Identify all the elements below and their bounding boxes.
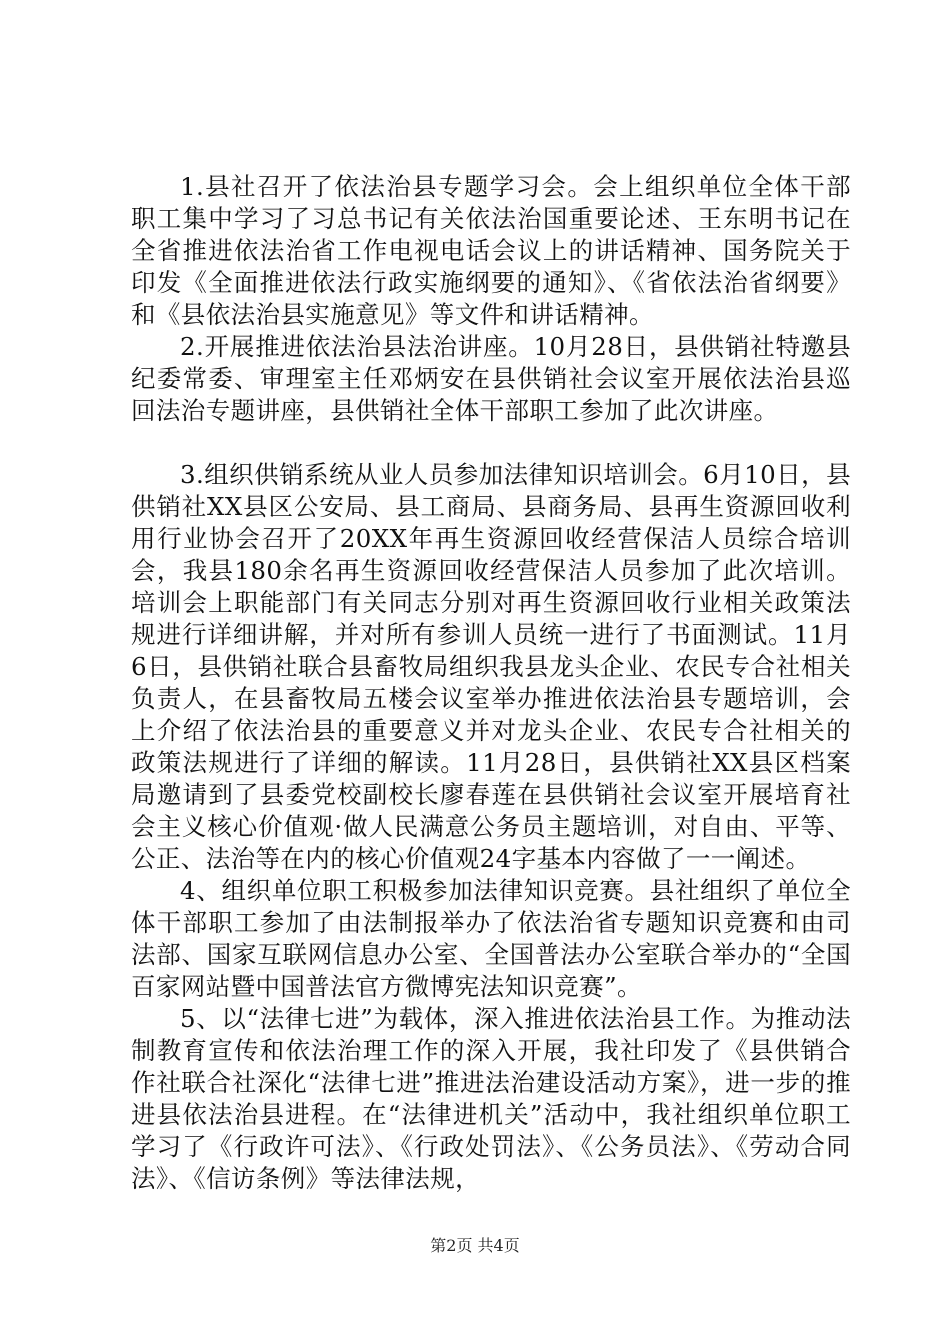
paragraph-law-lecture: 2.开展推进依法治县法治讲座。10月28日，县供销社特邀县纪委常委、审理室主任邓炳安在县供销社会议室开展依法治县巡回法治专题讲座，县供销社全体干部职工参加了此次讲座。 <box>131 332 851 425</box>
paragraph-study-meeting: 1.县社召开了依法治县专题学习会。会上组织单位全体干部职工集中学习了习总书记有关依法治国重要论述、王东明书记在全省推进依法治省工作电视电话会议上的讲话精神、国务院关于印发《全面推进依法行政实施纲要的通知》、《省依法治省纲要》和《县依法治县实施意见》等文件和讲话精神。 <box>131 172 851 329</box>
page-number-footer: 第2页 共4页 <box>430 1236 520 1255</box>
paragraph-knowledge-contest: 4、组织单位职工积极参加法律知识竞赛。县社组织了单位全体干部职工参加了由法制报举办了依法治省专题知识竞赛和由司法部、国家互联网信息办公室、全国普法办公室联合举办的“全国百家网站暨中国普法官方微博宪法知识竞赛”。 <box>131 876 851 1001</box>
paragraph-law-seven-in: 5、以“法律七进”为载体，深入推进依法治县工作。为推动法制教育宣传和依法治理工作的深入开展，我社印发了《县供销合作社联合社深化“法律七进”推进法治建设活动方案》，进一步的推进县依法治县进程。在“法律进机关”活动中，我社组织单位职工学习了《行政许可法》、《行政处罚法》、《公务员法》、《劳动合同法》、《信访条例》等法律法规， <box>131 1004 851 1193</box>
document-body <box>131 171 851 1195</box>
paragraph-training: 3.组织供销系统从业人员参加法律知识培训会。6月10日，县供销社XX县区公安局、县工商局、县商务局、县再生资源回收利用行业协会召开了20XX年再生资源回收经营保洁人员综合培训会，我县180余名再生资源回收经营保洁人员参加了此次培训。培训会上职能部门有关同志分别对再生资源回收行业相关政策法规进行详细讲解，并对所有参训人员统一进行了书面测试。11月6日，县供销社联合县畜牧局组织我县龙头企业、农民专合社相关负责人，在县畜牧局五楼会议室举办推进依法治县专题培训，会上介绍了依法治县的重要意义并对龙头企业、农民专合社相关的政策法规进行了详细的解读。11月28日，县供销社XX县区档案局邀请到了县委党校副校长廖春莲在县供销社会议室开展培育社会主义核心价值观·做人民满意公务员主题培训，对自由、平等、公正、法治等在内的核心价值观24字基本内容做了一一阐述。 <box>131 460 851 873</box>
